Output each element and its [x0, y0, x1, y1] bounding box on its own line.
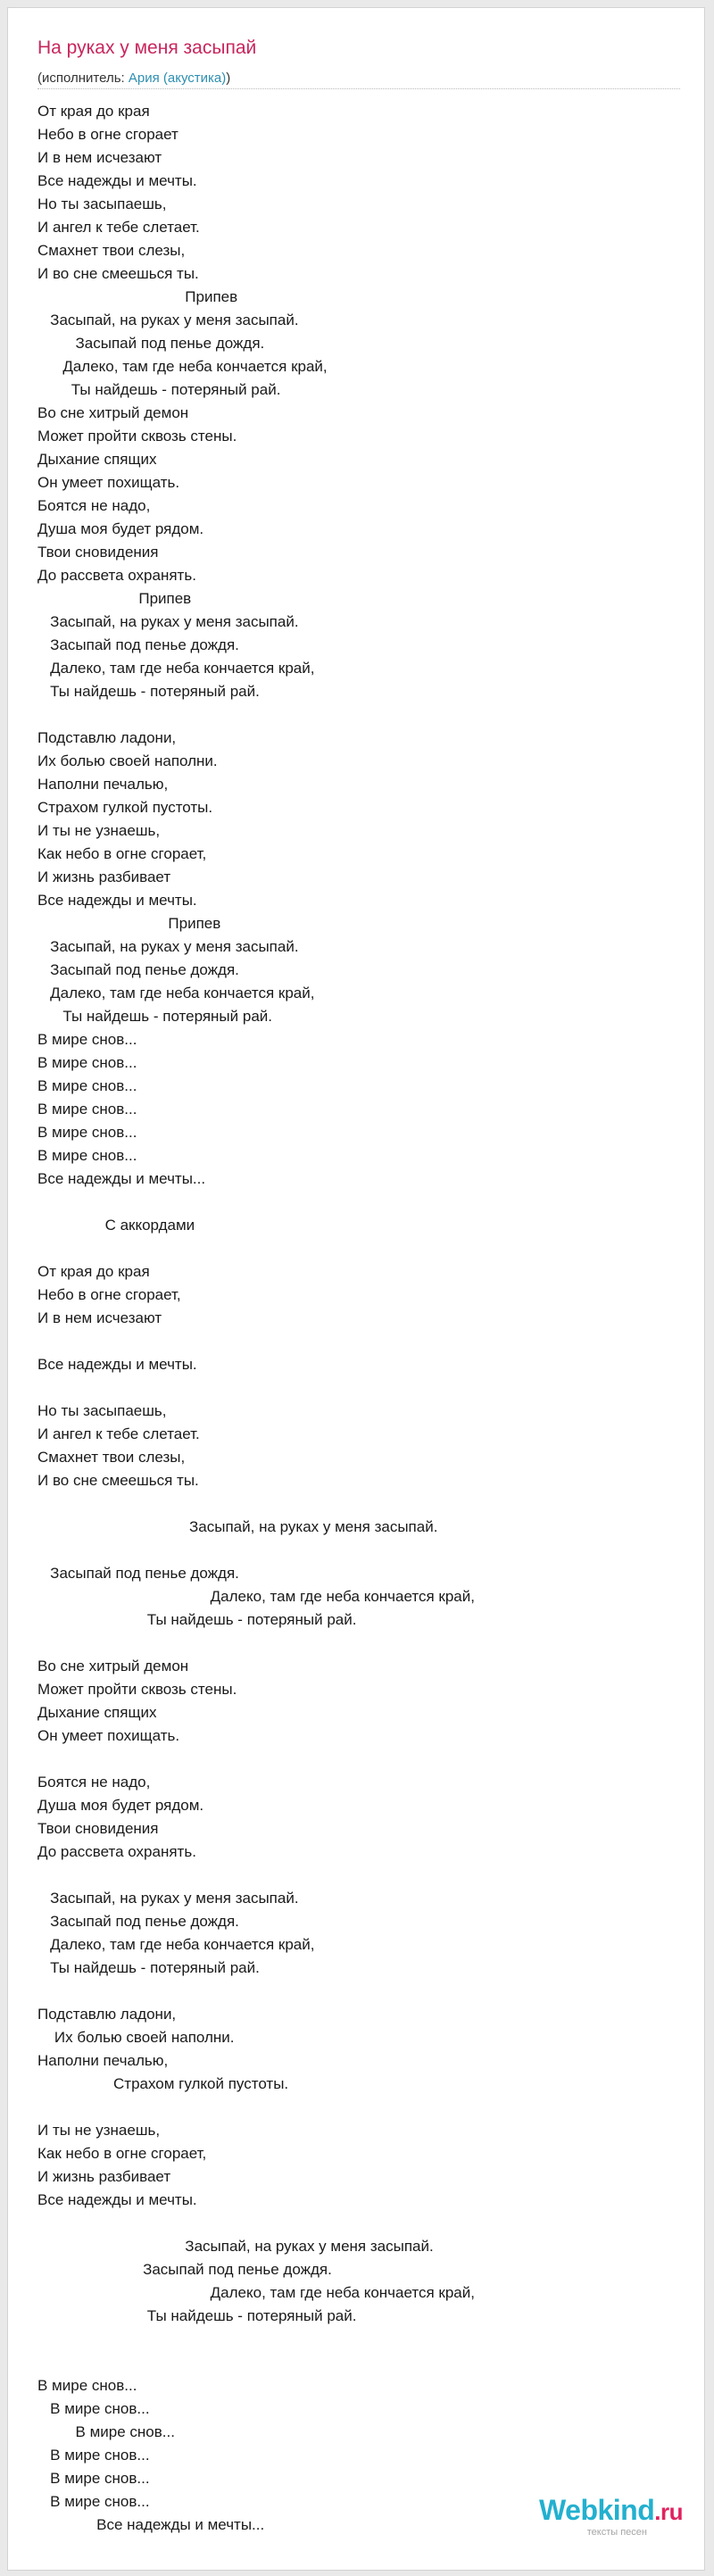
lyric-line: Страхом гулкой пустоты.: [37, 2075, 289, 2092]
lyric-line: Твои сновидения: [37, 544, 159, 561]
lyric-line: В мире снов...: [37, 1101, 137, 1118]
lyric-line: Боятся не надо,: [37, 497, 151, 514]
lyric-line: Все надежды и мечты...: [37, 1170, 206, 1187]
lyric-line: Засыпай, на руках у меня засыпай.: [37, 2238, 434, 2255]
lyric-line: Засыпай под пенье дождя.: [37, 1913, 239, 1930]
lyric-line: Засыпай, на руках у меня засыпай.: [37, 938, 299, 955]
lyric-line: Ты найдешь - потеряный рай.: [37, 1611, 357, 1628]
lyric-line: Все надежды и мечты.: [37, 2191, 197, 2208]
lyric-line: В мире снов...: [37, 1054, 137, 1071]
lyric-line: Далеко, там где неба кончается край,: [37, 1588, 475, 1605]
lyric-line: Засыпай под пенье дождя.: [37, 961, 239, 978]
lyric-line: До рассвета охранять.: [37, 1843, 196, 1860]
lyric-line: Припев: [37, 590, 192, 607]
lyric-line: Он умеет похищать.: [37, 474, 180, 491]
lyric-line: В мире снов...: [37, 2447, 150, 2464]
lyric-line: И во сне смеешься ты.: [37, 1472, 199, 1489]
lyric-line: Ты найдешь - потеряный рай.: [37, 1008, 272, 1025]
lyric-line: Смахнет твои слезы,: [37, 1449, 186, 1466]
lyric-line: От края до края: [37, 103, 150, 120]
lyric-line: И ты не узнаешь,: [37, 2122, 161, 2139]
lyric-line: Далеко, там где неба кончается край,: [37, 2284, 475, 2301]
logo-name: Webkind: [539, 2494, 655, 2526]
lyric-line: Смахнет твои слезы,: [37, 242, 186, 259]
lyric-line: Припев: [37, 288, 238, 305]
lyric-line: Ты найдешь - потеряный рай.: [37, 381, 281, 398]
lyric-line: Засыпай под пенье дождя.: [37, 636, 239, 653]
lyric-line: В мире снов...: [37, 2377, 137, 2394]
lyric-line: От края до края: [37, 1263, 150, 1280]
lyric-line: Ты найдешь - потеряный рай.: [37, 2307, 357, 2324]
lyric-line: Страхом гулкой пустоты.: [37, 799, 213, 816]
lyric-line: Засыпай под пенье дождя.: [37, 1565, 239, 1582]
lyric-line: И в нем исчезают: [37, 149, 162, 166]
lyric-line: Наполни печалью,: [37, 776, 169, 793]
lyric-line: Все надежды и мечты.: [37, 892, 197, 909]
lyrics-text: [37, 100, 475, 2537]
logo-wordmark: [539, 2496, 683, 2526]
lyric-line: И жизнь разбивает: [37, 2168, 171, 2185]
logo-tld: .ru: [654, 2498, 683, 2525]
lyric-line: Душа моя будет рядом.: [37, 1797, 204, 1814]
byline-suffix: ): [226, 71, 231, 86]
lyric-line: В мире снов...: [37, 1031, 137, 1048]
lyric-line: Далеко, там где неба кончается край,: [37, 985, 315, 1001]
logo-tagline: тексты песен: [586, 2527, 647, 2538]
lyric-line: Дыхание спящих: [37, 1704, 157, 1721]
lyric-line: Все надежды и мечты.: [37, 1356, 197, 1373]
site-logo[interactable]: [539, 2496, 683, 2538]
lyric-line: Все надежды и мечты...: [37, 2516, 265, 2533]
lyric-line: Может пройти сквозь стены.: [37, 428, 237, 445]
lyric-line: Наполни печалью,: [37, 2052, 169, 2069]
lyric-line: И во сне смеешься ты.: [37, 265, 199, 282]
lyric-line: В мире снов...: [37, 2470, 150, 2487]
lyric-line: Далеко, там где неба кончается край,: [37, 358, 328, 375]
lyric-line: В мире снов...: [37, 2423, 175, 2440]
lyric-line: В мире снов...: [37, 2400, 150, 2417]
artist-link[interactable]: Ария (акустика): [128, 71, 227, 86]
lyric-line: Засыпай, на руках у меня засыпай.: [37, 613, 299, 630]
lyric-line: И в нем исчезают: [37, 1309, 162, 1326]
title-divider: [37, 88, 680, 89]
lyrics-card: [7, 7, 705, 2571]
lyric-line: Может пройти сквозь стены.: [37, 1681, 237, 1698]
lyric-line: Небо в огне сгорает,: [37, 1286, 181, 1303]
lyric-line: До рассвета охранять.: [37, 567, 196, 584]
lyric-line: Их болью своей наполни.: [37, 752, 218, 769]
lyric-line: Как небо в огне сгорает,: [37, 845, 207, 862]
lyric-line: И ты не узнаешь,: [37, 822, 161, 839]
lyric-line: Засыпай, на руках у меня засыпай.: [37, 1518, 438, 1535]
artist-byline: [37, 71, 230, 87]
lyric-line: Все надежды и мечты.: [37, 172, 197, 189]
lyric-line: Далеко, там где неба кончается край,: [37, 1936, 315, 1953]
lyric-line: Дыхание спящих: [37, 451, 157, 468]
lyric-line: Подставлю ладони,: [37, 729, 177, 746]
lyric-line: Но ты засыпаешь,: [37, 1402, 167, 1419]
lyric-line: Засыпай под пенье дождя.: [37, 335, 265, 352]
lyric-line: Небо в огне сгорает: [37, 126, 178, 143]
lyric-line: В мире снов...: [37, 1147, 137, 1164]
lyric-line: Он умеет похищать.: [37, 1727, 180, 1744]
lyric-line: Твои сновидения: [37, 1820, 159, 1837]
lyric-line: И жизнь разбивает: [37, 868, 171, 885]
lyric-line: Но ты засыпаешь,: [37, 195, 167, 212]
byline-prefix: (исполнитель:: [37, 71, 129, 86]
lyric-line: Ты найдешь - потеряный рай.: [37, 683, 260, 700]
lyric-line: Подставлю ладони,: [37, 2006, 177, 2023]
lyric-line: Засыпай, на руках у меня засыпай.: [37, 312, 299, 328]
lyric-line: И ангел к тебе слетает.: [37, 1425, 200, 1442]
lyric-line: Далеко, там где неба кончается край,: [37, 660, 315, 677]
lyric-line: Душа моя будет рядом.: [37, 520, 204, 537]
lyric-line: Засыпай, на руках у меня засыпай.: [37, 1890, 299, 1907]
lyric-line: И ангел к тебе слетает.: [37, 219, 200, 236]
lyric-line: Их болью своей наполни.: [37, 2029, 235, 2046]
lyric-line: В мире снов...: [37, 1077, 137, 1094]
song-title: На руках у меня засыпай: [37, 37, 257, 58]
lyric-line: В мире снов...: [37, 1124, 137, 1141]
lyric-line: Припев: [37, 915, 221, 932]
lyric-line: Во сне хитрый демон: [37, 404, 189, 421]
lyric-line: Ты найдешь - потеряный рай.: [37, 1959, 260, 1976]
lyric-line: С аккордами: [37, 1217, 195, 1234]
lyric-line: Во сне хитрый демон: [37, 1658, 189, 1674]
lyric-line: В мире снов...: [37, 2493, 150, 2510]
lyric-line: Как небо в огне сгорает,: [37, 2145, 207, 2162]
lyric-line: Боятся не надо,: [37, 1774, 151, 1791]
lyric-line: Засыпай под пенье дождя.: [37, 2261, 332, 2278]
